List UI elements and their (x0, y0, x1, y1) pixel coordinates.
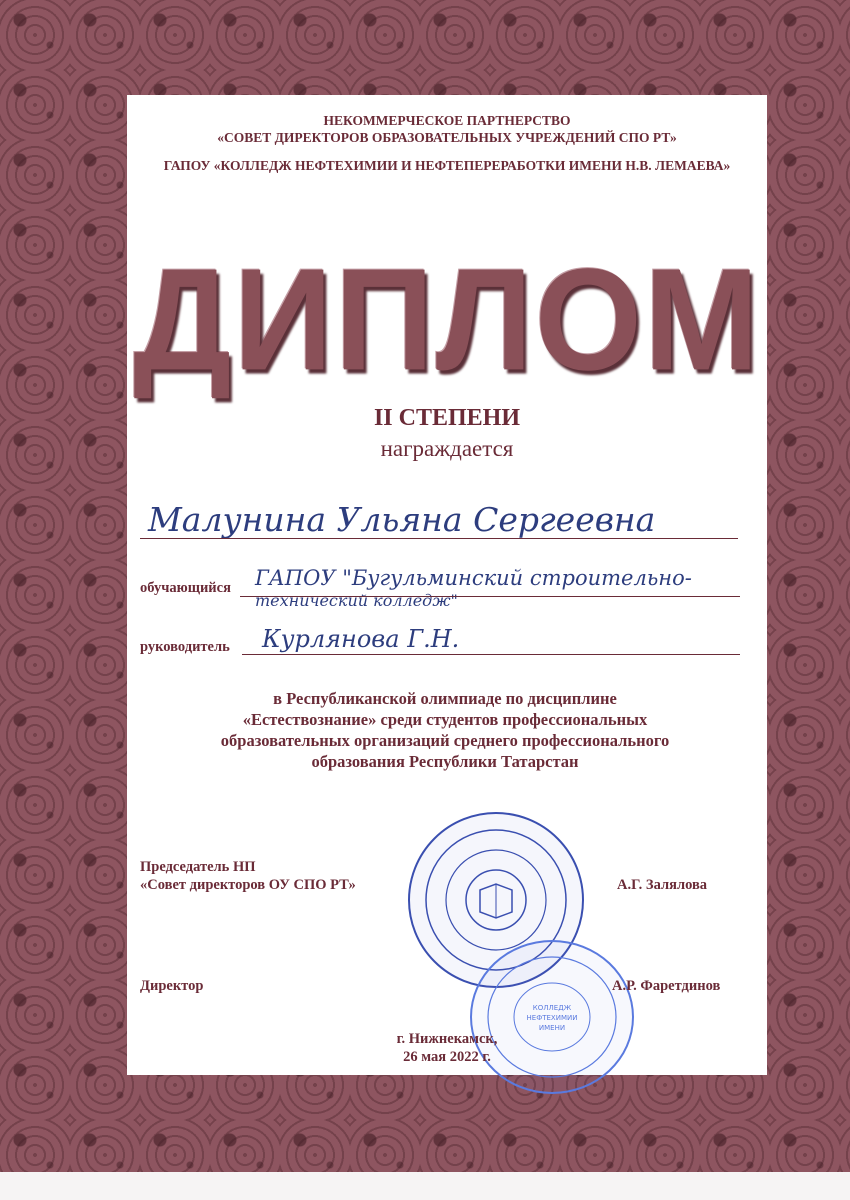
director-name: А.Р. Фаретдинов (612, 978, 721, 994)
description-line-2: «Естествознание» среди студентов профессиональных (242, 710, 648, 729)
supervisor-label: руководитель (140, 639, 230, 655)
student-label: обучающийся (140, 580, 231, 596)
supervisor-underline (242, 654, 740, 655)
institution-line-1: ГАПОУ "Бугульминский строительно- (255, 566, 692, 590)
issue-place: г. Нижнекамск, (396, 1031, 498, 1047)
header-college: ГАПОУ «КОЛЛЕДЖ НЕФТЕХИМИИ И НЕФТЕПЕРЕРАБОТКИ ИМЕНИ Н.В. ЛЕМАЕВА» (163, 158, 731, 173)
student-underline (240, 596, 740, 597)
chair-title-line-2: «Совет директоров ОУ СПО РТ» (140, 877, 356, 893)
svg-text:ИМЕНИ: ИМЕНИ (538, 1024, 566, 1032)
header-line-2: «СОВЕТ ДИРЕКТОРОВ ОБРАЗОВАТЕЛЬНЫХ УЧРЕЖДЕНИЙ СПО РТ» (217, 130, 677, 145)
svg-text:НЕФТЕХИМИИ: НЕФТЕХИМИИ (526, 1014, 578, 1022)
award-description (140, 688, 750, 772)
stamp-2-graphic (472, 942, 632, 1092)
header-organization (127, 112, 767, 146)
name-underline (140, 538, 738, 539)
chair-title-line-1: Председатель НП (140, 859, 256, 875)
description-line-1: в Республиканской олимпиаде по дисциплине (273, 689, 617, 708)
institution-line-2: технический колледж" (255, 591, 458, 610)
awarded-label: награждается (380, 436, 514, 461)
scan-margin (0, 1172, 850, 1200)
issue-date: 26 мая 2022 г. (403, 1049, 491, 1065)
diploma-degree: II СТЕПЕНИ (373, 405, 521, 431)
svg-text:КОЛЛЕДЖ: КОЛЛЕДЖ (532, 1004, 572, 1012)
chair-name: А.Г. Залялова (617, 877, 708, 893)
supervisor-name: Курлянова Г.Н. (262, 625, 460, 653)
description-line-3: образовательных организаций среднего профессионального (220, 731, 670, 750)
director-title: Директор (140, 978, 204, 994)
header-line-1: НЕКОММЕРЧЕСКОЕ ПАРТНЕРСТВО (323, 113, 571, 128)
chair-title (140, 858, 356, 894)
diploma-title: ДИПЛОМ (133, 239, 761, 401)
college-stamp (470, 940, 634, 1094)
recipient-name: Малунина Ульяна Сергеевна (148, 500, 656, 539)
issue-place-date (127, 1030, 767, 1066)
description-line-4: образования Республики Татарстан (311, 752, 579, 771)
